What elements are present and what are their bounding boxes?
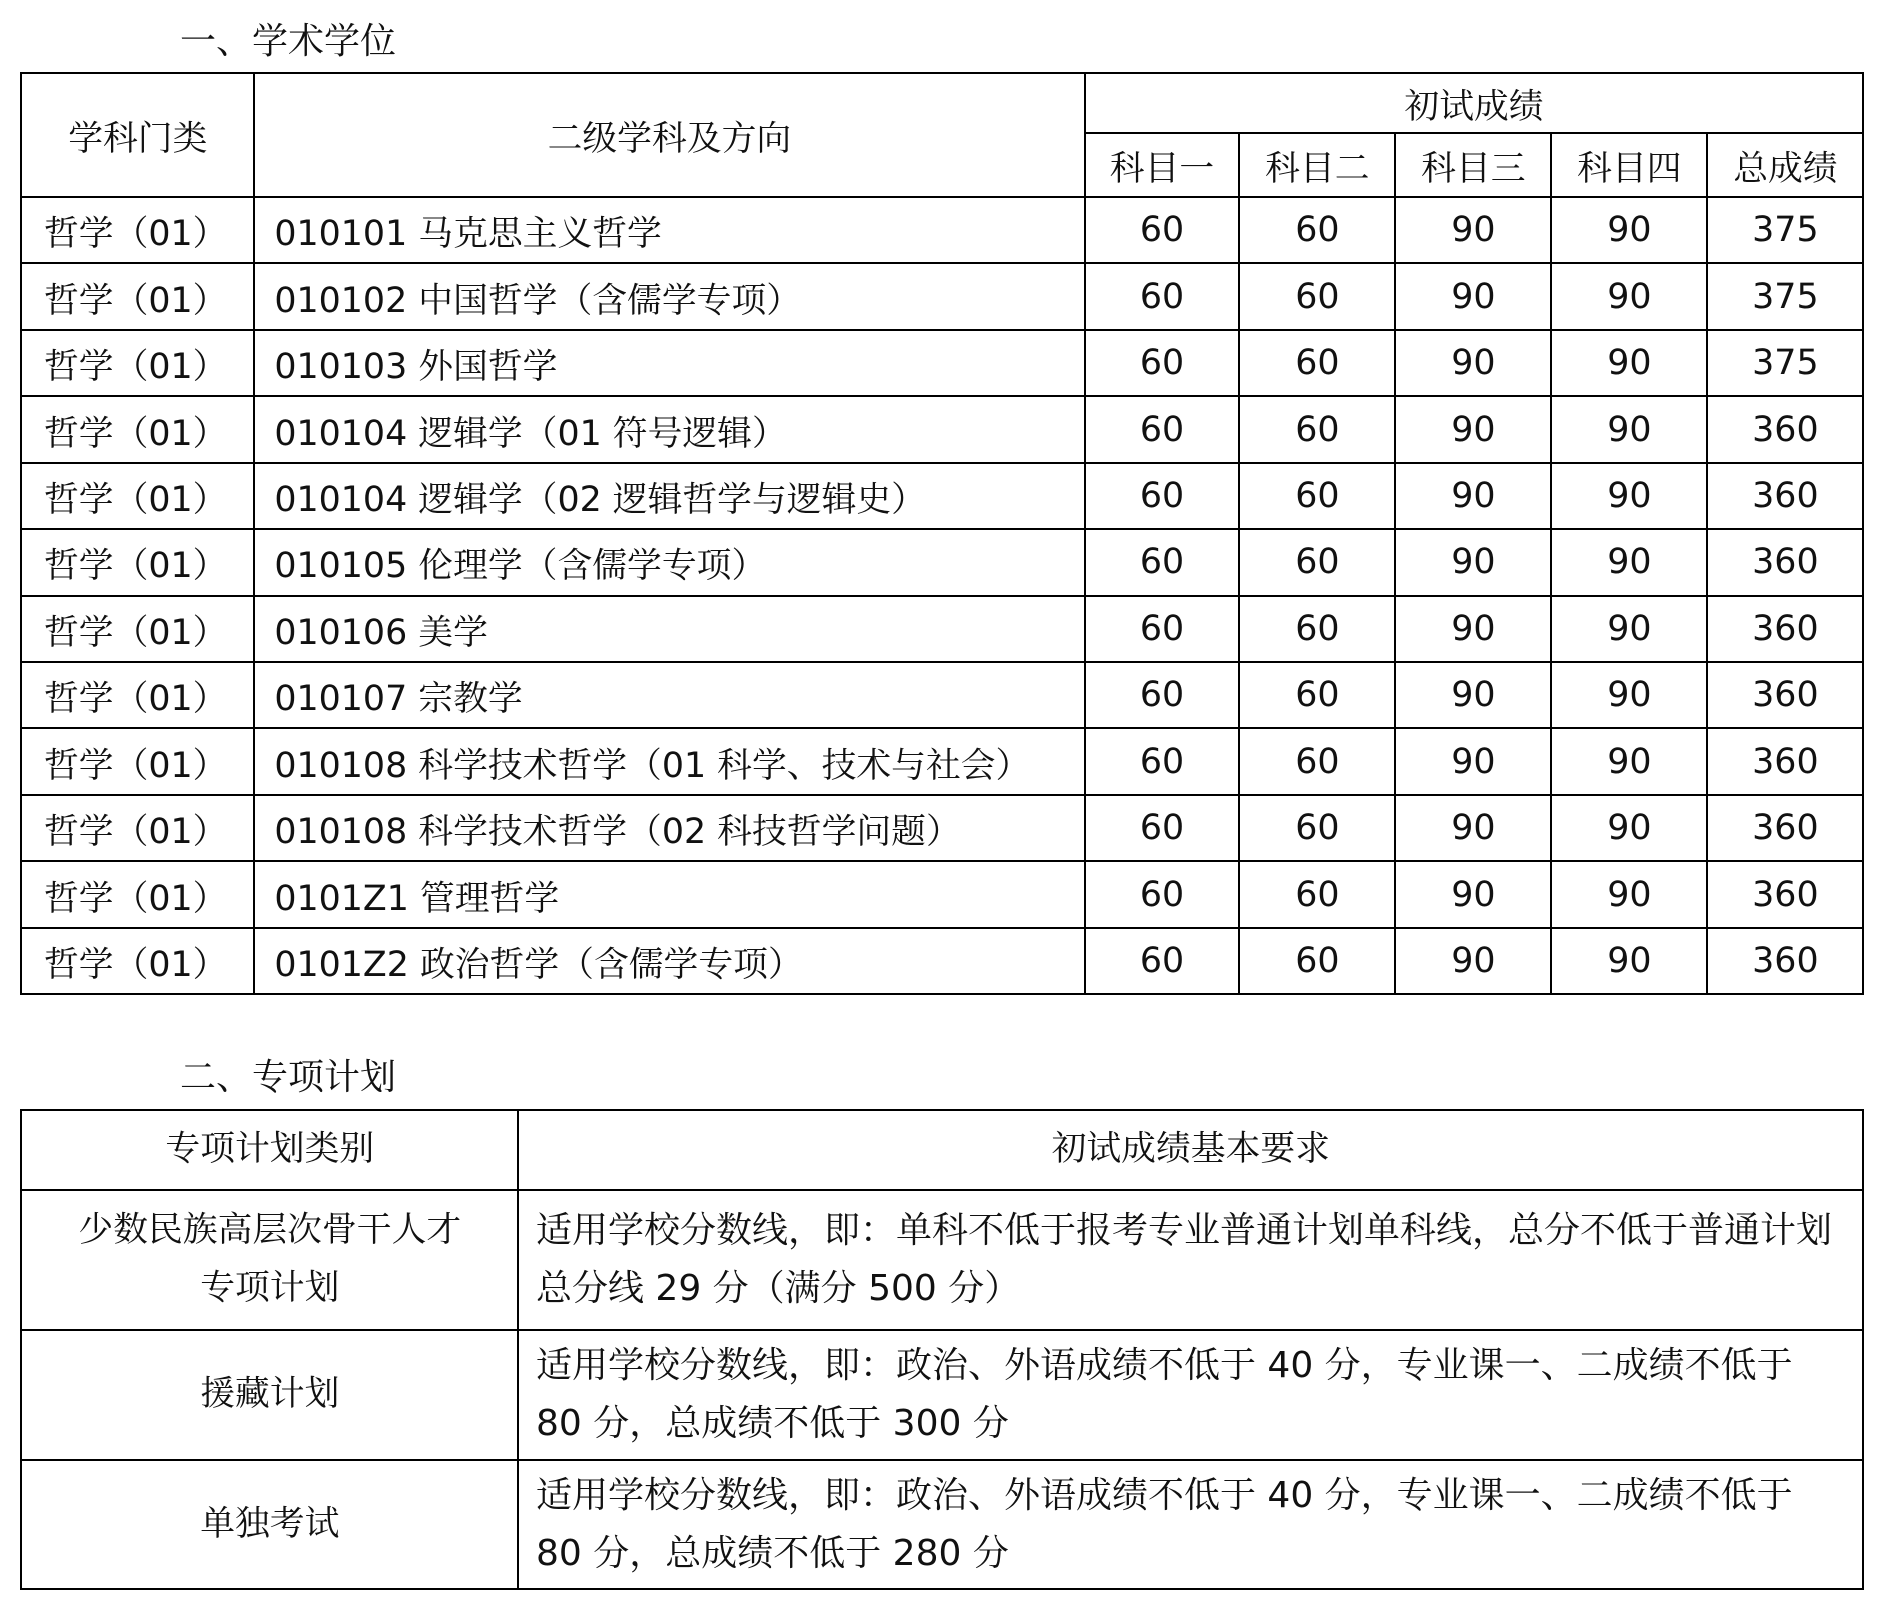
subject-2-score: 60 bbox=[1239, 396, 1395, 462]
subject-3-score: 90 bbox=[1395, 662, 1551, 728]
category-cell: 哲学（01） bbox=[21, 330, 254, 396]
subject-1-score: 60 bbox=[1085, 662, 1240, 728]
header-plan-type: 专项计划类别 bbox=[21, 1110, 518, 1190]
direction-cell: 0101Z2 政治哲学（含儒学专项） bbox=[254, 928, 1084, 994]
total-score: 360 bbox=[1707, 728, 1863, 794]
subject-4-score: 90 bbox=[1551, 197, 1707, 263]
category-cell: 哲学（01） bbox=[21, 861, 254, 927]
subject-1-score: 60 bbox=[1085, 596, 1240, 662]
subject-2-score: 60 bbox=[1239, 263, 1395, 329]
subject-2-score: 60 bbox=[1239, 463, 1395, 529]
direction-cell: 010101 马克思主义哲学 bbox=[254, 197, 1084, 263]
category-cell: 哲学（01） bbox=[21, 396, 254, 462]
header-total: 总成绩 bbox=[1707, 133, 1863, 197]
category-cell: 哲学（01） bbox=[21, 662, 254, 728]
subject-2-score: 60 bbox=[1239, 330, 1395, 396]
subject-4-score: 90 bbox=[1551, 928, 1707, 994]
header-subject-4: 科目四 bbox=[1551, 133, 1707, 197]
section-title-academic: 一、学术学位 bbox=[180, 21, 397, 63]
subject-4-score: 90 bbox=[1551, 463, 1707, 529]
subject-2-score: 60 bbox=[1239, 928, 1395, 994]
subject-4-score: 90 bbox=[1551, 795, 1707, 861]
table-row bbox=[21, 795, 1863, 861]
subject-1-score: 60 bbox=[1085, 463, 1240, 529]
total-score: 360 bbox=[1707, 861, 1863, 927]
table-row bbox=[21, 728, 1863, 794]
subject-3-score: 90 bbox=[1395, 529, 1551, 595]
plan-requirement: 适用学校分数线，即：政治、外语成绩不低于 40 分，专业课一、二成绩不低于 80 分，总成绩不低于 300 分 bbox=[518, 1330, 1863, 1460]
subject-4-score: 90 bbox=[1551, 596, 1707, 662]
academic-score-table bbox=[20, 72, 1864, 995]
direction-cell: 010108 科学技术哲学（02 科技哲学问题） bbox=[254, 795, 1084, 861]
total-score: 360 bbox=[1707, 795, 1863, 861]
direction-cell: 010103 外国哲学 bbox=[254, 330, 1084, 396]
subject-4-score: 90 bbox=[1551, 728, 1707, 794]
category-cell: 哲学（01） bbox=[21, 463, 254, 529]
subject-3-score: 90 bbox=[1395, 396, 1551, 462]
total-score: 375 bbox=[1707, 197, 1863, 263]
direction-cell: 010105 伦理学（含儒学专项） bbox=[254, 529, 1084, 595]
subject-4-score: 90 bbox=[1551, 330, 1707, 396]
subject-4-score: 90 bbox=[1551, 861, 1707, 927]
table-row bbox=[21, 463, 1863, 529]
subject-3-score: 90 bbox=[1395, 928, 1551, 994]
subject-3-score: 90 bbox=[1395, 596, 1551, 662]
plan-type: 援藏计划 bbox=[21, 1330, 518, 1460]
table-row bbox=[21, 861, 1863, 927]
category-cell: 哲学（01） bbox=[21, 197, 254, 263]
subject-2-score: 60 bbox=[1239, 197, 1395, 263]
subject-3-score: 90 bbox=[1395, 330, 1551, 396]
subject-4-score: 90 bbox=[1551, 662, 1707, 728]
subject-1-score: 60 bbox=[1085, 330, 1240, 396]
subject-3-score: 90 bbox=[1395, 728, 1551, 794]
total-score: 360 bbox=[1707, 928, 1863, 994]
total-score: 375 bbox=[1707, 263, 1863, 329]
subject-3-score: 90 bbox=[1395, 263, 1551, 329]
category-cell: 哲学（01） bbox=[21, 795, 254, 861]
subject-1-score: 60 bbox=[1085, 396, 1240, 462]
table-row bbox=[21, 263, 1863, 329]
subject-1-score: 60 bbox=[1085, 728, 1240, 794]
table-row bbox=[21, 662, 1863, 728]
subject-1-score: 60 bbox=[1085, 795, 1240, 861]
table-row bbox=[21, 529, 1863, 595]
direction-cell: 010104 逻辑学（01 符号逻辑） bbox=[254, 396, 1084, 462]
header-category: 学科门类 bbox=[21, 73, 254, 197]
subject-4-score: 90 bbox=[1551, 263, 1707, 329]
subject-4-score: 90 bbox=[1551, 396, 1707, 462]
direction-cell: 010104 逻辑学（02 逻辑哲学与逻辑史） bbox=[254, 463, 1084, 529]
header-subject-2: 科目二 bbox=[1239, 133, 1395, 197]
header-subject-3: 科目三 bbox=[1395, 133, 1551, 197]
total-score: 375 bbox=[1707, 330, 1863, 396]
total-score: 360 bbox=[1707, 396, 1863, 462]
direction-cell: 0101Z1 管理哲学 bbox=[254, 861, 1084, 927]
subject-1-score: 60 bbox=[1085, 529, 1240, 595]
subject-2-score: 60 bbox=[1239, 728, 1395, 794]
total-score: 360 bbox=[1707, 529, 1863, 595]
category-cell: 哲学（01） bbox=[21, 596, 254, 662]
table-row bbox=[21, 197, 1863, 263]
total-score: 360 bbox=[1707, 662, 1863, 728]
table-row bbox=[21, 928, 1863, 994]
direction-cell: 010106 美学 bbox=[254, 596, 1084, 662]
section-title-special: 二、专项计划 bbox=[180, 1057, 397, 1098]
table-row bbox=[21, 596, 1863, 662]
header-direction: 二级学科及方向 bbox=[254, 73, 1084, 197]
subject-3-score: 90 bbox=[1395, 463, 1551, 529]
subject-3-score: 90 bbox=[1395, 795, 1551, 861]
category-cell: 哲学（01） bbox=[21, 263, 254, 329]
direction-cell: 010108 科学技术哲学（01 科学、技术与社会） bbox=[254, 728, 1084, 794]
plan-requirement: 适用学校分数线，即：单科不低于报考专业普通计划单科线，总分不低于普通计划总分线 29 分（满分 500 分） bbox=[518, 1190, 1863, 1330]
subject-3-score: 90 bbox=[1395, 197, 1551, 263]
subject-2-score: 60 bbox=[1239, 662, 1395, 728]
subject-1-score: 60 bbox=[1085, 197, 1240, 263]
header-score-group: 初试成绩 bbox=[1085, 73, 1864, 133]
total-score: 360 bbox=[1707, 463, 1863, 529]
special-plan-table bbox=[20, 1109, 1864, 1591]
subject-2-score: 60 bbox=[1239, 861, 1395, 927]
plan-type: 单独考试 bbox=[21, 1460, 518, 1590]
direction-cell: 010102 中国哲学（含儒学专项） bbox=[254, 263, 1084, 329]
subject-1-score: 60 bbox=[1085, 861, 1240, 927]
subject-1-score: 60 bbox=[1085, 928, 1240, 994]
subject-3-score: 90 bbox=[1395, 861, 1551, 927]
plan-requirement: 适用学校分数线，即：政治、外语成绩不低于 40 分，专业课一、二成绩不低于 80 分，总成绩不低于 280 分 bbox=[518, 1460, 1863, 1590]
total-score: 360 bbox=[1707, 596, 1863, 662]
subject-4-score: 90 bbox=[1551, 529, 1707, 595]
category-cell: 哲学（01） bbox=[21, 928, 254, 994]
subject-2-score: 60 bbox=[1239, 795, 1395, 861]
plan-type: 少数民族高层次骨干人才专项计划 bbox=[21, 1190, 518, 1330]
header-subject-1: 科目一 bbox=[1085, 133, 1240, 197]
direction-cell: 010107 宗教学 bbox=[254, 662, 1084, 728]
table-row bbox=[21, 330, 1863, 396]
category-cell: 哲学（01） bbox=[21, 728, 254, 794]
subject-1-score: 60 bbox=[1085, 263, 1240, 329]
subject-2-score: 60 bbox=[1239, 596, 1395, 662]
table-row bbox=[21, 396, 1863, 462]
category-cell: 哲学（01） bbox=[21, 529, 254, 595]
subject-2-score: 60 bbox=[1239, 529, 1395, 595]
header-requirement: 初试成绩基本要求 bbox=[518, 1110, 1863, 1190]
